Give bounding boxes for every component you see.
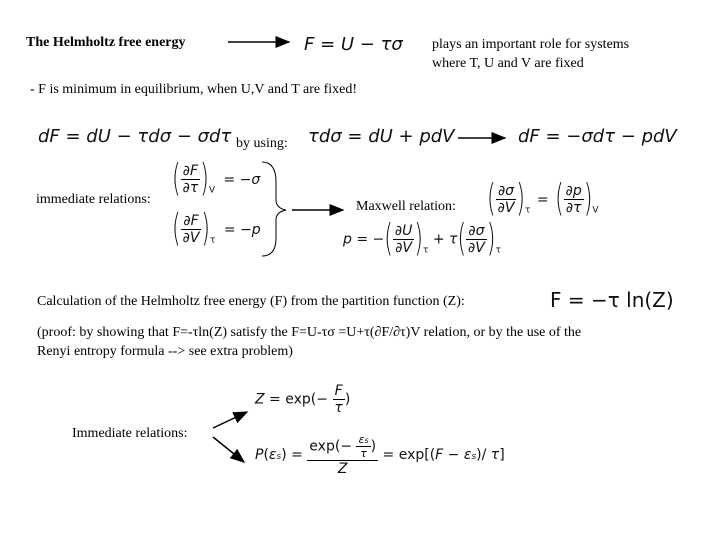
- eq-differential-F-final: dF = −σdτ − pdV: [518, 126, 677, 147]
- eq-helmholtz-definition: F = U − τσ: [304, 34, 403, 55]
- pressure-relation: p = −( $\frac{\partial U}{\partial V}$ )$_\tau + \tau$( $\frac{\partial\sigma}{\partial V}$ )$_\tau$: [343, 218, 501, 261]
- immediate-relations-2-label: Immediate relations:: [72, 426, 188, 441]
- bracket-brace: [262, 162, 286, 256]
- relation-dF-dtau: ( $\frac{\partial F}{\partial\tau}$ )$_V = -\sigma$: [172, 158, 261, 201]
- immediate-relations-label: immediate relations:: [36, 192, 151, 207]
- arrow-Z: [213, 412, 247, 428]
- note-line-2: where T, U and V are fixed: [432, 56, 584, 71]
- relation-dF-dV: ( $\frac{\partial F}{\partial V}$ )$_\tau = -p$: [172, 208, 261, 251]
- relation2-rhs: = −p: [223, 221, 261, 238]
- eq-thermo-identity: τdσ = dU + pdV: [308, 126, 455, 147]
- proof-line-1: (proof: by showing that F=-τln(Z) satisfy the F=U-τσ =U+τ(∂F/∂τ)V relation, or by the use of the: [37, 325, 582, 340]
- eq-Z-exp: Z = exp(− $\frac{F}{\tau}$ ): [255, 383, 351, 416]
- heading: The Helmholtz free energy: [26, 35, 186, 50]
- eq-differential-F: dF = dU − τdσ − σdτ: [38, 126, 232, 147]
- bullet-minimum: - F is minimum in equilibrium, when U,V and T are fixed!: [30, 82, 358, 97]
- proof-block: [37, 323, 581, 361]
- by-using-label: by using:: [236, 136, 288, 151]
- eq-F-from-Z: F = −τ ln(Z): [550, 288, 674, 312]
- note-line-1: plays an important role for systems: [432, 37, 630, 52]
- arrow-P: [213, 437, 244, 462]
- relation1-rhs: = −σ: [223, 171, 261, 188]
- eq-probability: P(εs) = exp(− $\frac{\varepsilon s}{\tau}$ ) Z = exp[(F − εs)/ τ]: [255, 433, 505, 477]
- note-block: [432, 35, 629, 73]
- maxwell-relation: ( $\frac{\partial\sigma}{\partial V}$ )$_\tau$ = ( $\frac{\partial p}{\partial\tau}$ )$_V$: [487, 178, 599, 221]
- maxwell-label: Maxwell relation:: [356, 199, 456, 214]
- proof-line-2: Renyi entropy formula --> see extra problem): [37, 344, 293, 359]
- calculation-text: Calculation of the Helmholtz free energy (F) from the partition function (Z):: [37, 294, 465, 309]
